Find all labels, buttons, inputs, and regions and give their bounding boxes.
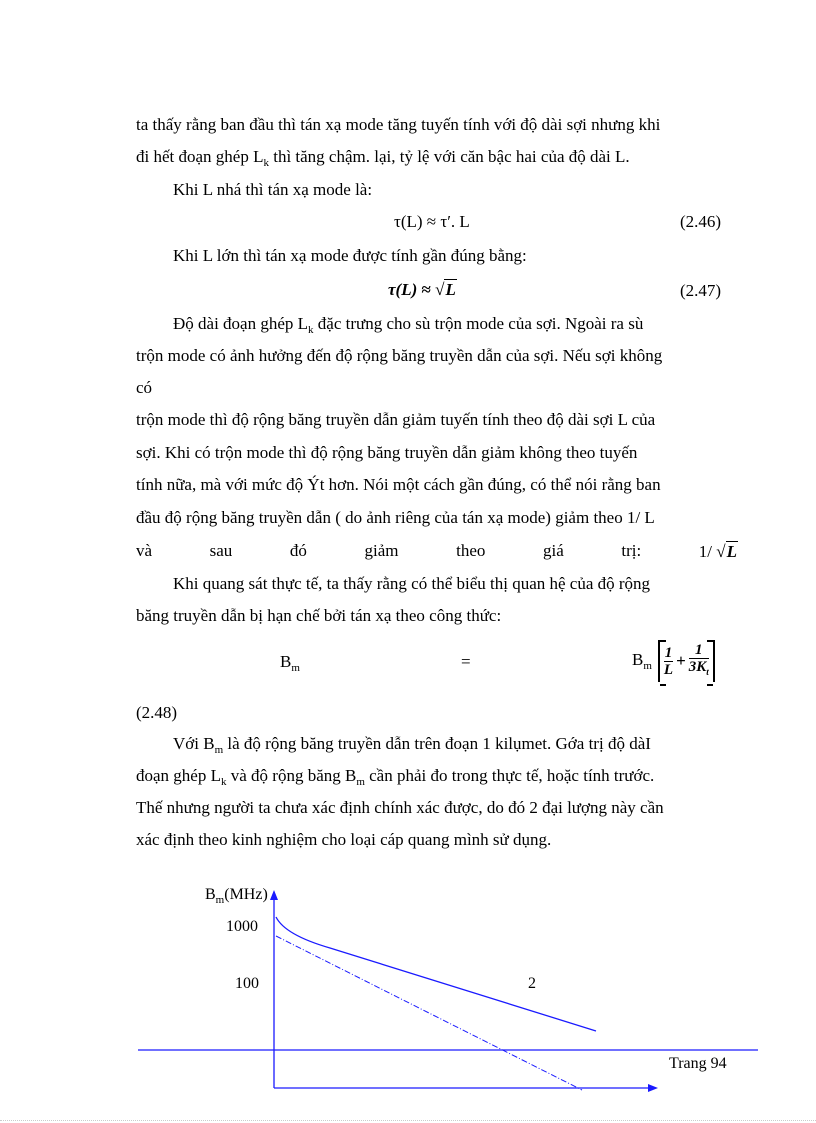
symbol: B [632,650,644,669]
subscript: m [215,894,225,906]
page-number: Trang 94 [669,1055,727,1072]
radicand: L [445,280,456,299]
paragraph-text: đoạn ghép L [136,766,221,785]
denominator: 3K [688,659,707,675]
subscript: t [706,667,709,677]
paragraph-text: cần phải đo trong thực tế, hoặc tính trước. [364,766,655,785]
sqrt-symbol: √ L [435,280,456,299]
paragraph-text: là độ rộng băng truyền dẫn trên đoạn 1 kilụmet. Gớa trị độ dàI [223,734,651,753]
word: đó [289,541,307,560]
paragraph-text: và độ rộng băng B [226,766,357,785]
text-line: băng truyền dẫn bị hạn chế bởi tán xạ theo công thức: [136,606,502,625]
unit: (MHz) [224,886,268,903]
word: 1/ [698,542,713,561]
word: giá [542,541,564,560]
subscript: k [308,324,314,336]
equation-operator: = [461,652,471,671]
text-line: xác định theo kinh nghiệm cho loại cáp quang mình sử dụng. [136,830,552,849]
curve-label: 2 [528,975,536,992]
paragraph-text: đặc trưng cho sù trộn mode của sợi. Ngoài ra sù [313,314,644,333]
curve-1-dashed [276,936,582,1090]
equation-number: (2.48) [136,703,178,722]
word: theo [456,541,486,560]
equation-term: τ(L) [388,280,418,299]
equation-number: (2.47) [680,281,722,300]
curve-2 [276,917,596,1031]
numerator: 1 [695,642,703,658]
paragraph-text: thì tăng chậm. lại, tỷ lệ với căn bậc hai của độ dài L. [268,147,630,166]
subscript: m [356,776,365,788]
x-axis-arrow [648,1084,658,1092]
equation-2-46: τ(L) ≈ τ′. L [394,212,470,231]
equation-operator: ≈ [421,280,431,299]
symbol: B [205,886,216,903]
text-line: trộn mode thì độ rộng băng truyền dẫn giảm tuyến tính theo độ dài sợi L của [136,410,656,429]
tick-label-100: 100 [235,975,259,992]
text-line: Khi L lớn thì tán xạ mode được tính gần đúng bằng: [173,246,527,265]
paragraph-text: Khi quang sát thực tế, ta thấy rằng có thể biểu thị quan hệ của độ rộng [173,574,651,593]
sqrt-symbol: √ L [716,542,737,561]
denominator: L [663,661,674,678]
paragraph-text: tính nữa, mà với mức độ Ýt hơn. Nói một cách gần đúng, có thể nói rằng ban [136,475,661,494]
paragraph-text: Độ dài đoạn ghép L [173,314,309,333]
subscript: m [291,662,300,674]
word: giảm [364,541,399,560]
subscript: k [263,157,269,169]
paragraph-text: đi hết đoạn ghép L [136,147,264,166]
subscript: m [643,660,652,672]
word: trị: [621,541,642,560]
paragraph-text: Với B [173,734,215,753]
symbol: B [280,652,292,671]
tick-label-1000: 1000 [226,918,258,935]
paragraph-text: Thế nhưng người ta chưa xác định chính xác được, do đó 2 đại lượng này cần [136,798,664,817]
numerator: 1 [664,644,673,661]
paragraph-text: trộn mode có ảnh hưởng đến độ rộng băng truyền dẫn của sợi. Nếu sợi không [136,346,663,365]
text-line: Khi L nhá thì tán xạ mode là: [173,180,373,199]
equation-operator: + [676,651,686,670]
y-axis-label [205,886,268,906]
radicand: L [726,542,737,561]
text-line: có [136,378,153,397]
word: và [136,541,153,560]
subscript: m [214,744,224,756]
word: sau [209,541,233,560]
subscript: k [220,776,227,788]
paragraph-text: ta thấy rằng ban đầu thì tán xạ mode tăng tuyến tính với độ dài sợi nhưng khi [136,115,661,134]
page-edge [0,1120,816,1121]
equation-number: (2.46) [680,212,722,231]
paragraph-text: sợi. Khi có trộn mode thì độ rộng băng truyền dẫn giảm không theo tuyến [136,443,638,462]
paragraph-text: đầu độ rộng băng truyền dẫn ( do ảnh riêng của tán xạ mode) giảm theo 1/ L [136,508,655,527]
y-axis-arrow [270,890,278,900]
